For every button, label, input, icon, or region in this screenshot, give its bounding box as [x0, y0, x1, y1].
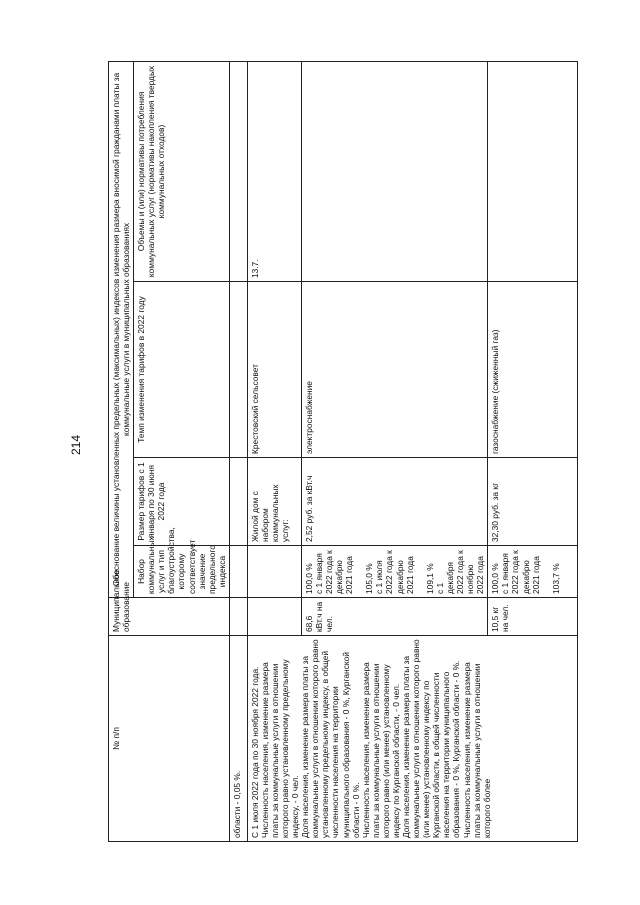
service-rate: 100,0 % с 1 января 2022 года к декабрю 2021 года 103,7 % [488, 546, 578, 598]
page-number: 214 [69, 434, 84, 456]
header-tariff-size: Размер тарифов с 1 января по 30 июня 2022 года [134, 458, 230, 546]
header-consumption: Объемы и (или) нормативы потребления коммунальных услуг (нормативы накопления твердых коммунальных отходов) [134, 61, 230, 281]
service-rate: 100,0 % с 1 января 2022 года к декабрю 2021 года 105,0 % с 1 июля 2022 года к декабрю 2021 года 109,1 % с 1 декабря 2022 года к ноябрю 2022 года [301, 546, 487, 598]
service-volume: 68,6 кВт.ч на чел. [301, 598, 487, 636]
row-num: 13.7. [247, 61, 301, 281]
carry-cell-notes: области - 0,05 %. [229, 636, 247, 842]
row-municipality: Крестовский сельсовет [247, 282, 301, 458]
rotated-table-container [108, 62, 628, 842]
service-name: электроснабжение [301, 282, 487, 458]
service-name: газоснабжение (сжиженный газ) [488, 282, 578, 458]
header-num: № п/п [109, 636, 230, 842]
header-group-title: Обоснование величины установленных предельных (максимальных) индексов изменения размера вносимой гражданами платы за коммунальные услуги в муниципальных образованиях [109, 61, 134, 597]
justification-table [108, 61, 578, 842]
row-house-type: Жилой дом с набором коммунальных услуг: [247, 458, 301, 546]
service-volume: 10,5 кг на чел. [488, 598, 578, 636]
header-row-1 [109, 61, 134, 841]
header-municipality: Муниципальное образование [109, 598, 230, 636]
service-tariff: 2,52 руб. за кВт.ч [301, 458, 487, 546]
row-notes: С 1 июля 2022 года по 30 ноября 2022 года. Численность населения, изменение размера платы за коммунальные услуги в отношении которого равно установленному предельному индексу, - 0 чел. Доля населения, изменение размера платы за коммунальные услуги в отношении которого равно установленному предельному индексу, в общей численности населения на территории муниципального образования - 0 %, Курганской области - 0 %. Численность населения, изменение размера платы за коммунальные услуги в отношении которого равно (или менее) установленному индексу по Курганской области, - 0 чел. Доля населения, изменение размера платы за коммунальные услуги в отношении которого равно (или менее) установленному индексу по Курганской области, в общей численности населения на территории муниципального образования - 0 %, Курганской области - 0 %. Численность населения, изменение размера платы за коммунальные услуги в отношении которого более [247, 636, 577, 842]
header-service-set: Набор коммунальных услуг и тип благоустройства, которому соответствует значение предельного индекса [134, 546, 230, 598]
carry-row [229, 61, 247, 841]
header-tariff-rate: Темп изменения тарифов в 2022 году [134, 282, 230, 458]
service-tariff: 32,30 руб. за кг [488, 458, 578, 546]
table-row [247, 61, 301, 841]
